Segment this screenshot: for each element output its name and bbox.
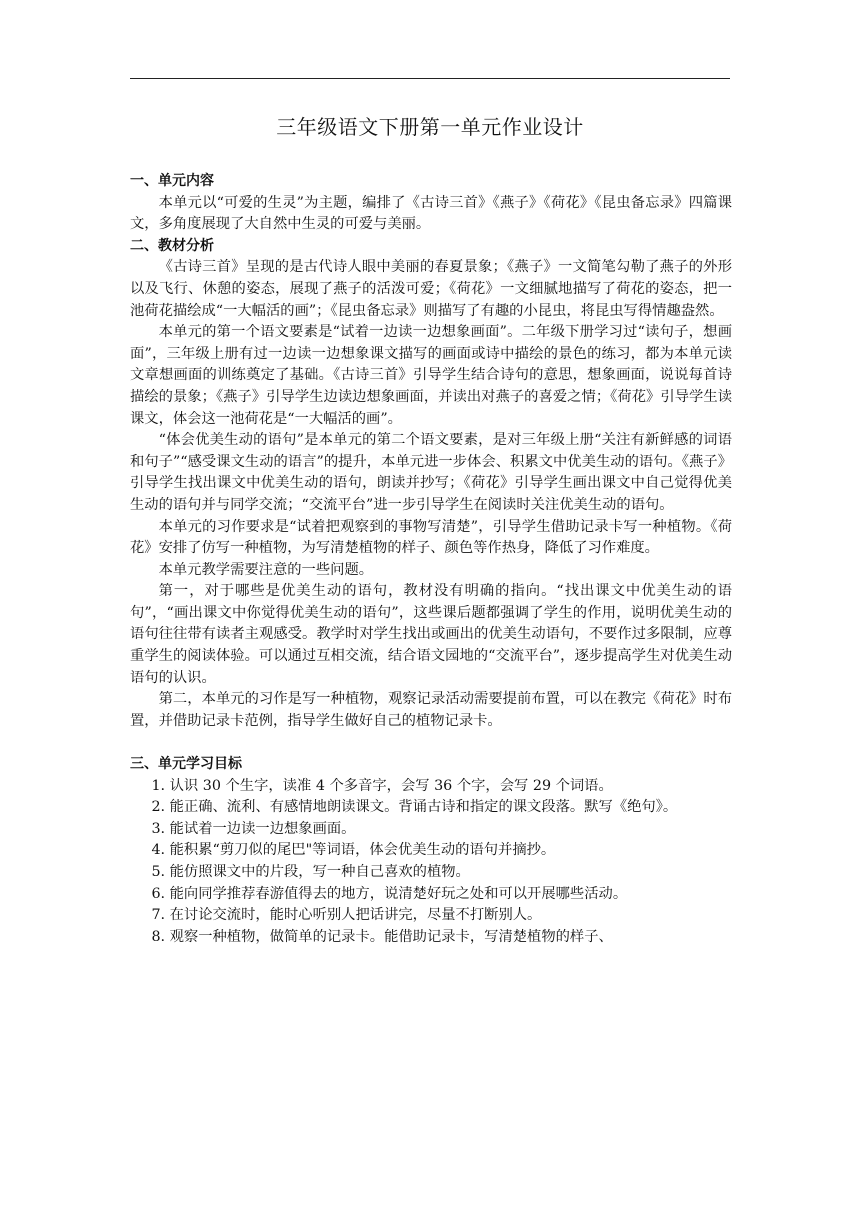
section-unit-content <box>130 171 732 236</box>
paragraph: 本单元的习作要求是“试着把观察到的事物写清楚”，引导学生借助记录卡写一种植物。《荷花》安排了仿写一种植物，为写清楚植物的样子、颜色等作热身，降低了习作难度。 <box>130 518 732 557</box>
goal-item: 8. 观察一种植物，做简单的记录卡。能借助记录卡，写清楚植物的样子、 <box>151 928 613 945</box>
goal-item: 7. 在讨论交流时，能时心听别人把话讲完，尽量不打断别人。 <box>151 907 542 924</box>
section-heading: 三、单元学习目标 <box>130 756 242 773</box>
goal-item: 4. 能积累“剪刀似的尾巴"等词语，体会优美生动的语句并摘抄。 <box>151 842 556 859</box>
section-heading: 一、单元内容 <box>130 173 214 189</box>
goal-item: 6. 能向同学推荐春游值得去的地方，说清楚好玩之处和可以开展哪些活动。 <box>151 885 628 902</box>
paragraph: 第二，本单元的习作是写一种植物，观察记录活动需要提前布置，可以在教完《荷花》时布置，并借助记录卡范例，指导学生做好自己的植物记录卡。 <box>130 691 732 729</box>
goal-item: 1. 认识 30 个生字，读准 4 个多音字，会写 36 个字，会写 29 个词语。 <box>151 777 613 794</box>
section-textbook-analysis <box>130 236 732 733</box>
document-body <box>130 171 732 948</box>
page-title: 三年级语文下册第一单元作业设计 <box>276 115 584 139</box>
paragraph: 本单元教学需要注意的一些问题。 <box>158 561 374 578</box>
header-rule <box>130 78 730 79</box>
goal-item: 2. 能正确、流利、有感情地朗读课文。背诵古诗和指定的课文段落。默写《绝句》。 <box>151 799 678 816</box>
section-learning-goals <box>130 754 732 948</box>
paragraph: 《古诗三首》呈现的是古代诗人眼中美丽的春夏景象；《燕子》一文简笔勾勒了燕子的外形以及飞行、休憩的姿态，展现了燕子的活泼可爱；《荷花》一文细腻地描写了荷花的姿态，把一池荷花描绘成“一大幅活的画”；《昆虫备忘录》则描写了有趣的小昆虫，将昆虫写得情趣盎然。 <box>130 259 732 319</box>
section-heading: 二、教材分析 <box>130 237 214 254</box>
paragraph: “体会优美生动的语句”是本单元的第二个语文要素，是对三年级上册“关注有新鲜感的词语和句子”“感受课文生动的语言”的提升，本单元进一步体会、积累文中优美生动的语句。《燕子》引导学生找出课文中优美生动的语句，朗读并抄写；《荷花》引导学生画出课文中自己觉得优美生动的语句并与同学交流；“交流平台”进一步引导学生在阅读时关注优美生动的语句。 <box>130 432 732 513</box>
blank-line <box>130 732 732 754</box>
paragraph: 本单元的第一个语文要素是“试着一边读一边想象画面”。二年级下册学习过“读句子，想画面”，三年级上册有过一边读一边想象课文描写的画面或诗中描绘的景色的练习，都为本单元读文章想画面的训练奠定了基础。《古诗三首》引导学生结合诗句的意思，想象画面，说说每首诗描绘的景象；《燕子》引导学生边读边想象画面，并读出对燕子的喜爱之情；《荷花》引导学生读课文，体会这一池荷花是“一大幅活的画”。 <box>130 324 732 427</box>
goal-item: 3. 能试着一边读一边想象画面。 <box>151 820 356 837</box>
goal-item: 5. 能仿照课文中的片段，写一种自己喜欢的植物。 <box>151 864 470 880</box>
paragraph: 第一，对于哪些是优美生动的语句，教材没有明确的指向。“找出课文中优美生动的语句”，“画出课文中你觉得优美生动的语句”，这些课后题都强调了学生的作用，说明优美生动的语句往往带有读者主观感受。教学时对学生找出或画出的优美生动语句，不要作过多限制，应尊重学生的阅读体验。可以通过互相交流，结合语文园地的“交流平台”，逐步提高学生对优美生动语句的认识。 <box>130 583 732 686</box>
paragraph: 本单元以“可爱的生灵”为主题，编排了《古诗三首》《燕子》《荷花》《昆虫备忘录》四篇课文，多角度展现了大自然中生灵的可爱与美丽。 <box>130 194 732 233</box>
